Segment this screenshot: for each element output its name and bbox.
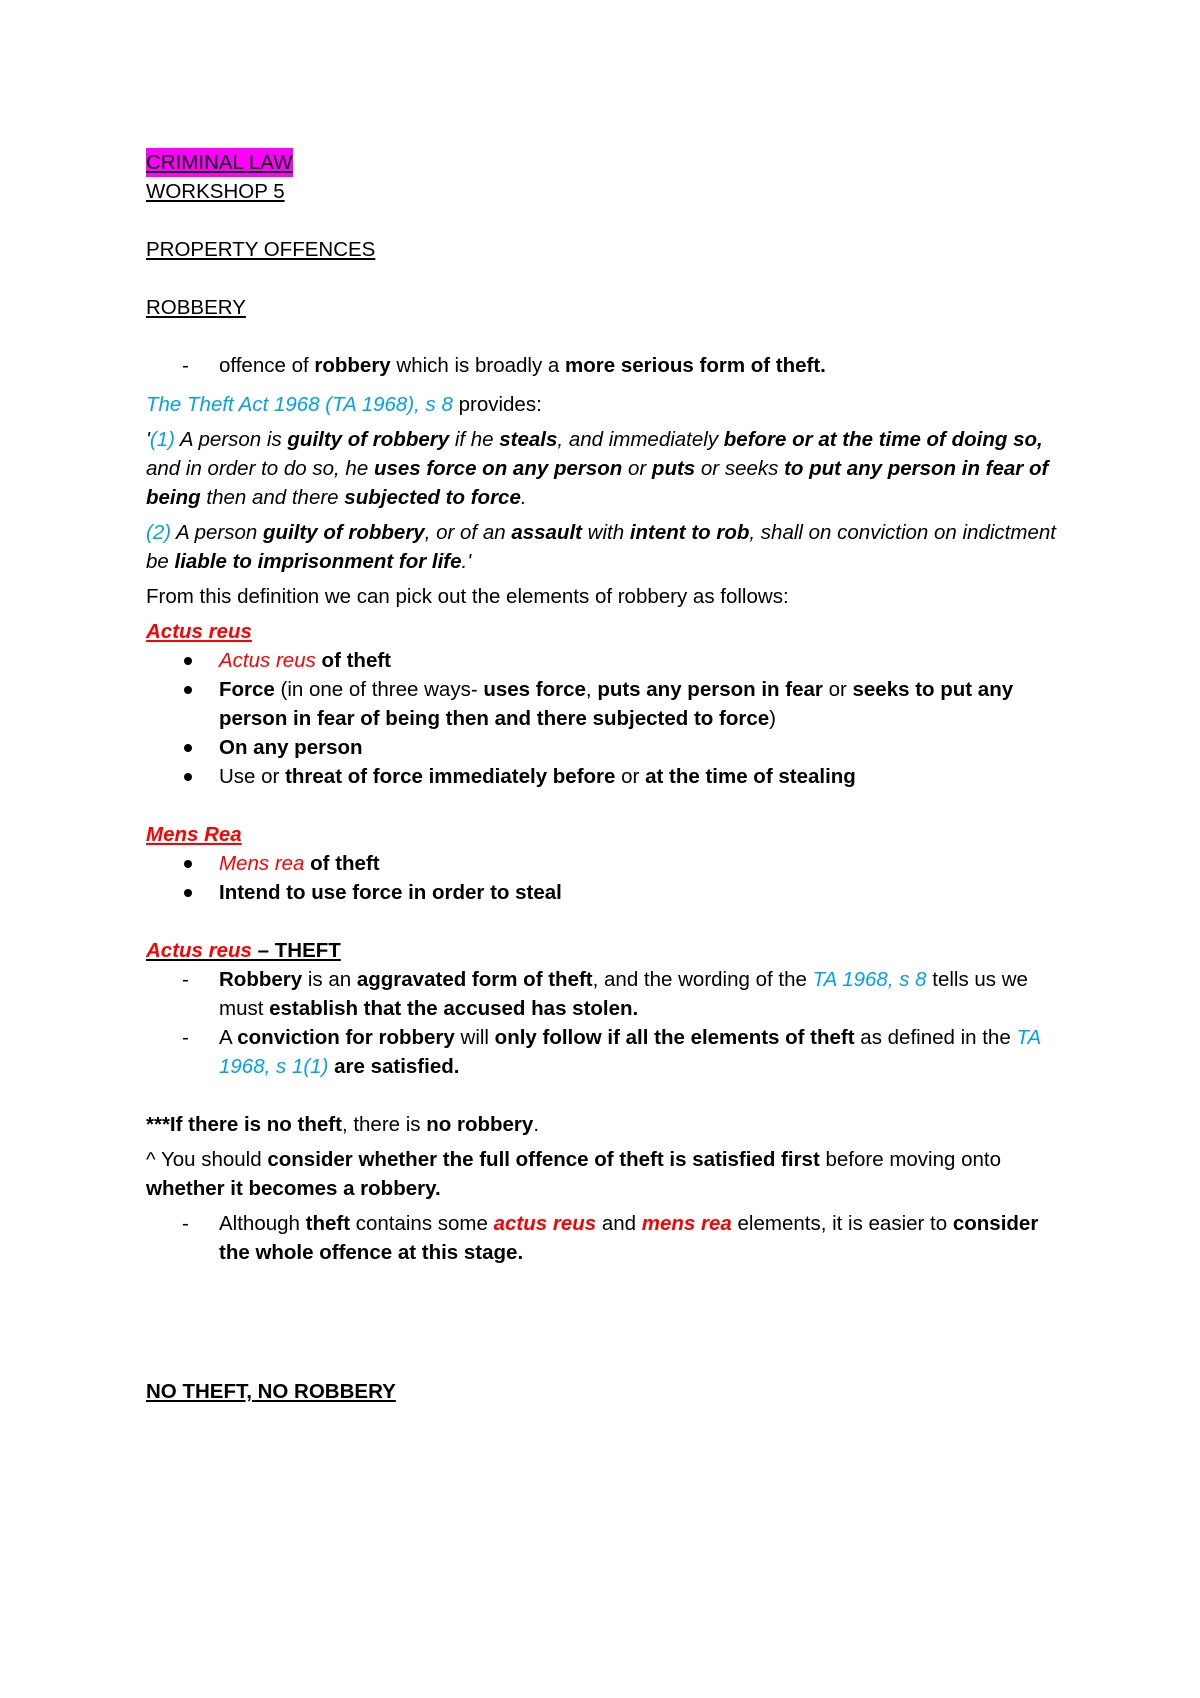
text-run: provides: [452, 393, 542, 416]
text-run: ) [769, 707, 776, 730]
text-run: are satisfied. [328, 1055, 460, 1078]
text-run: , shall on conviction on indictment be [146, 521, 1056, 573]
definition-line: From this definition we can pick out the elements of robbery as follows: [146, 585, 789, 608]
list-item [146, 762, 1070, 791]
text-run: TA 1968, s 1(1) [219, 1026, 1041, 1078]
text-run: elements, it is easier to [731, 1212, 953, 1235]
dash-marker: - [182, 968, 189, 991]
text-run: if he [449, 428, 500, 451]
text-run: uses force on any person [373, 457, 623, 480]
text-run: puts any person in fear [597, 678, 823, 701]
doc-subtitle: WORKSHOP 5 [146, 180, 285, 203]
text-run: only follow if all the elements of theft [494, 1026, 855, 1049]
list-item [146, 849, 1070, 878]
text-run: and [596, 1212, 642, 1235]
quote-number: (2) [146, 521, 172, 544]
list-item [146, 675, 1070, 733]
text-run: guilty of robbery [262, 521, 425, 544]
heading-no-theft-no-robbery: NO THEFT, NO ROBBERY [146, 1380, 396, 1403]
statute-reference-line [146, 390, 1070, 419]
intro-list [146, 351, 1070, 380]
list-item [146, 351, 1070, 380]
text-run: whether it becomes a robbery. [146, 1177, 441, 1200]
text-run: ^ You should [146, 1148, 268, 1171]
text-run: threat of force immediately before [285, 765, 616, 788]
text-run: . [533, 1113, 540, 1136]
list-item [146, 1209, 1070, 1267]
heading-mens-rea: Mens Rea [146, 823, 242, 846]
text-run: conviction for robbery [237, 1026, 455, 1049]
bullet-icon [184, 773, 192, 781]
text-run: aggravated form of theft [356, 968, 593, 991]
bullet-icon [184, 744, 192, 752]
text-run: or [615, 765, 646, 788]
dash-marker: - [182, 1026, 189, 1049]
text-run: Robbery [219, 968, 303, 991]
note-list [146, 1209, 1070, 1267]
text-run: before moving onto [819, 1148, 1001, 1171]
bullet-icon [184, 889, 192, 897]
list-item [146, 878, 1070, 907]
text-run: A person is [174, 428, 288, 451]
text-run: – THEFT [251, 939, 341, 962]
note-consider [146, 1145, 1070, 1203]
text-run: with [581, 521, 630, 544]
text-run: actus reus [493, 1212, 597, 1235]
list-item [146, 733, 1070, 762]
text-run: at the time of stealing [645, 765, 856, 788]
text-run: and in order to do so, he [146, 457, 374, 480]
text-run: , and the wording of the [592, 968, 813, 991]
text-run: ***If there is [146, 1113, 267, 1136]
section-heading-robbery: ROBBERY [146, 296, 246, 319]
text-run: consider the whole offence at this stage. [219, 1212, 1039, 1264]
text-run: TA 1968, s 8 [812, 968, 927, 991]
text-run: of theft [304, 852, 380, 875]
text-run: or seeks [695, 457, 785, 480]
theft-list [146, 965, 1070, 1081]
dash-marker: - [182, 354, 189, 377]
text-run: which is broadly a [390, 354, 566, 377]
text-run: is an [302, 968, 357, 991]
text-run: more serious form of theft. [565, 354, 826, 377]
doc-title: CRIMINAL LAW [146, 148, 293, 177]
statute-quote-2 [146, 518, 1070, 576]
text-run: A person [171, 521, 263, 544]
text-run: no theft [266, 1113, 342, 1136]
text-run: Although [219, 1212, 306, 1235]
bullet-icon [184, 860, 192, 868]
text-run: or [822, 678, 853, 701]
text-run: , [585, 678, 598, 701]
list-item [146, 1023, 1070, 1081]
actus-reus-list [146, 646, 1070, 791]
dash-marker: - [182, 1212, 189, 1235]
statute-reference: The Theft Act 1968 (TA 1968), s 8 [146, 393, 453, 416]
text-run: before or at the time of doing so, [723, 428, 1043, 451]
text-run: as defined in the [854, 1026, 1017, 1049]
text-run: (in one of three ways- [274, 678, 484, 701]
text-run: Intend to use force in order to steal [219, 881, 562, 904]
text-run: , or of an [424, 521, 512, 544]
text-run: uses force [483, 678, 586, 701]
text-run: , there is [341, 1113, 427, 1136]
text-run: subjected to force [344, 486, 521, 509]
text-run: no robbery [426, 1113, 534, 1136]
mens-rea-list [146, 849, 1070, 907]
text-run: Use or [219, 765, 286, 788]
text-run: guilty of robbery [287, 428, 450, 451]
text-run: .' [461, 550, 472, 573]
bullet-icon [184, 657, 192, 665]
text-run: liable to imprisonment for life [174, 550, 462, 573]
text-run: seeks to put any person in fear of being then and there subjected to force [219, 678, 1014, 730]
text-run: Mens rea [219, 852, 305, 875]
text-run: steals [499, 428, 558, 451]
text-run: Actus reus [146, 939, 252, 962]
text-run: assault [511, 521, 582, 544]
text-run: contains some [350, 1212, 494, 1235]
text-run: tells us we must [219, 968, 1028, 1020]
text-run: A [219, 1026, 238, 1049]
text-run: On any person [219, 736, 363, 759]
text-run: Actus reus [219, 649, 316, 672]
text-run: , and immediately [557, 428, 724, 451]
text-run: establish that the accused has stolen. [269, 997, 639, 1020]
section-heading-property-offences: PROPERTY OFFENCES [146, 238, 376, 261]
doc-title-block [146, 148, 1070, 206]
text-run: to put any person in fear of being [146, 457, 1049, 509]
text-run: puts [651, 457, 696, 480]
heading-actus-reus-theft [146, 936, 1070, 965]
text-run: ' [146, 428, 150, 451]
text-run: or [622, 457, 652, 480]
text-run: consider whether the full offence of theft is satisfied first [267, 1148, 820, 1171]
list-item [146, 646, 1070, 675]
text-run: Force [219, 678, 275, 701]
text-run: robbery [314, 354, 391, 377]
quote-number: (1) [149, 428, 175, 451]
text-run: offence of [219, 354, 315, 377]
text-run: of theft [315, 649, 392, 672]
text-run: . [520, 486, 527, 509]
heading-actus-reus: Actus reus [146, 620, 252, 643]
text-run: mens rea [641, 1212, 732, 1235]
note-no-theft [146, 1110, 1070, 1139]
list-item [146, 965, 1070, 1023]
text-run: intent to rob [629, 521, 750, 544]
bullet-icon [184, 686, 192, 694]
statute-quote-1 [146, 425, 1070, 512]
text-run: theft [305, 1212, 351, 1235]
text-run: then and there [200, 486, 345, 509]
text-run: will [454, 1026, 495, 1049]
